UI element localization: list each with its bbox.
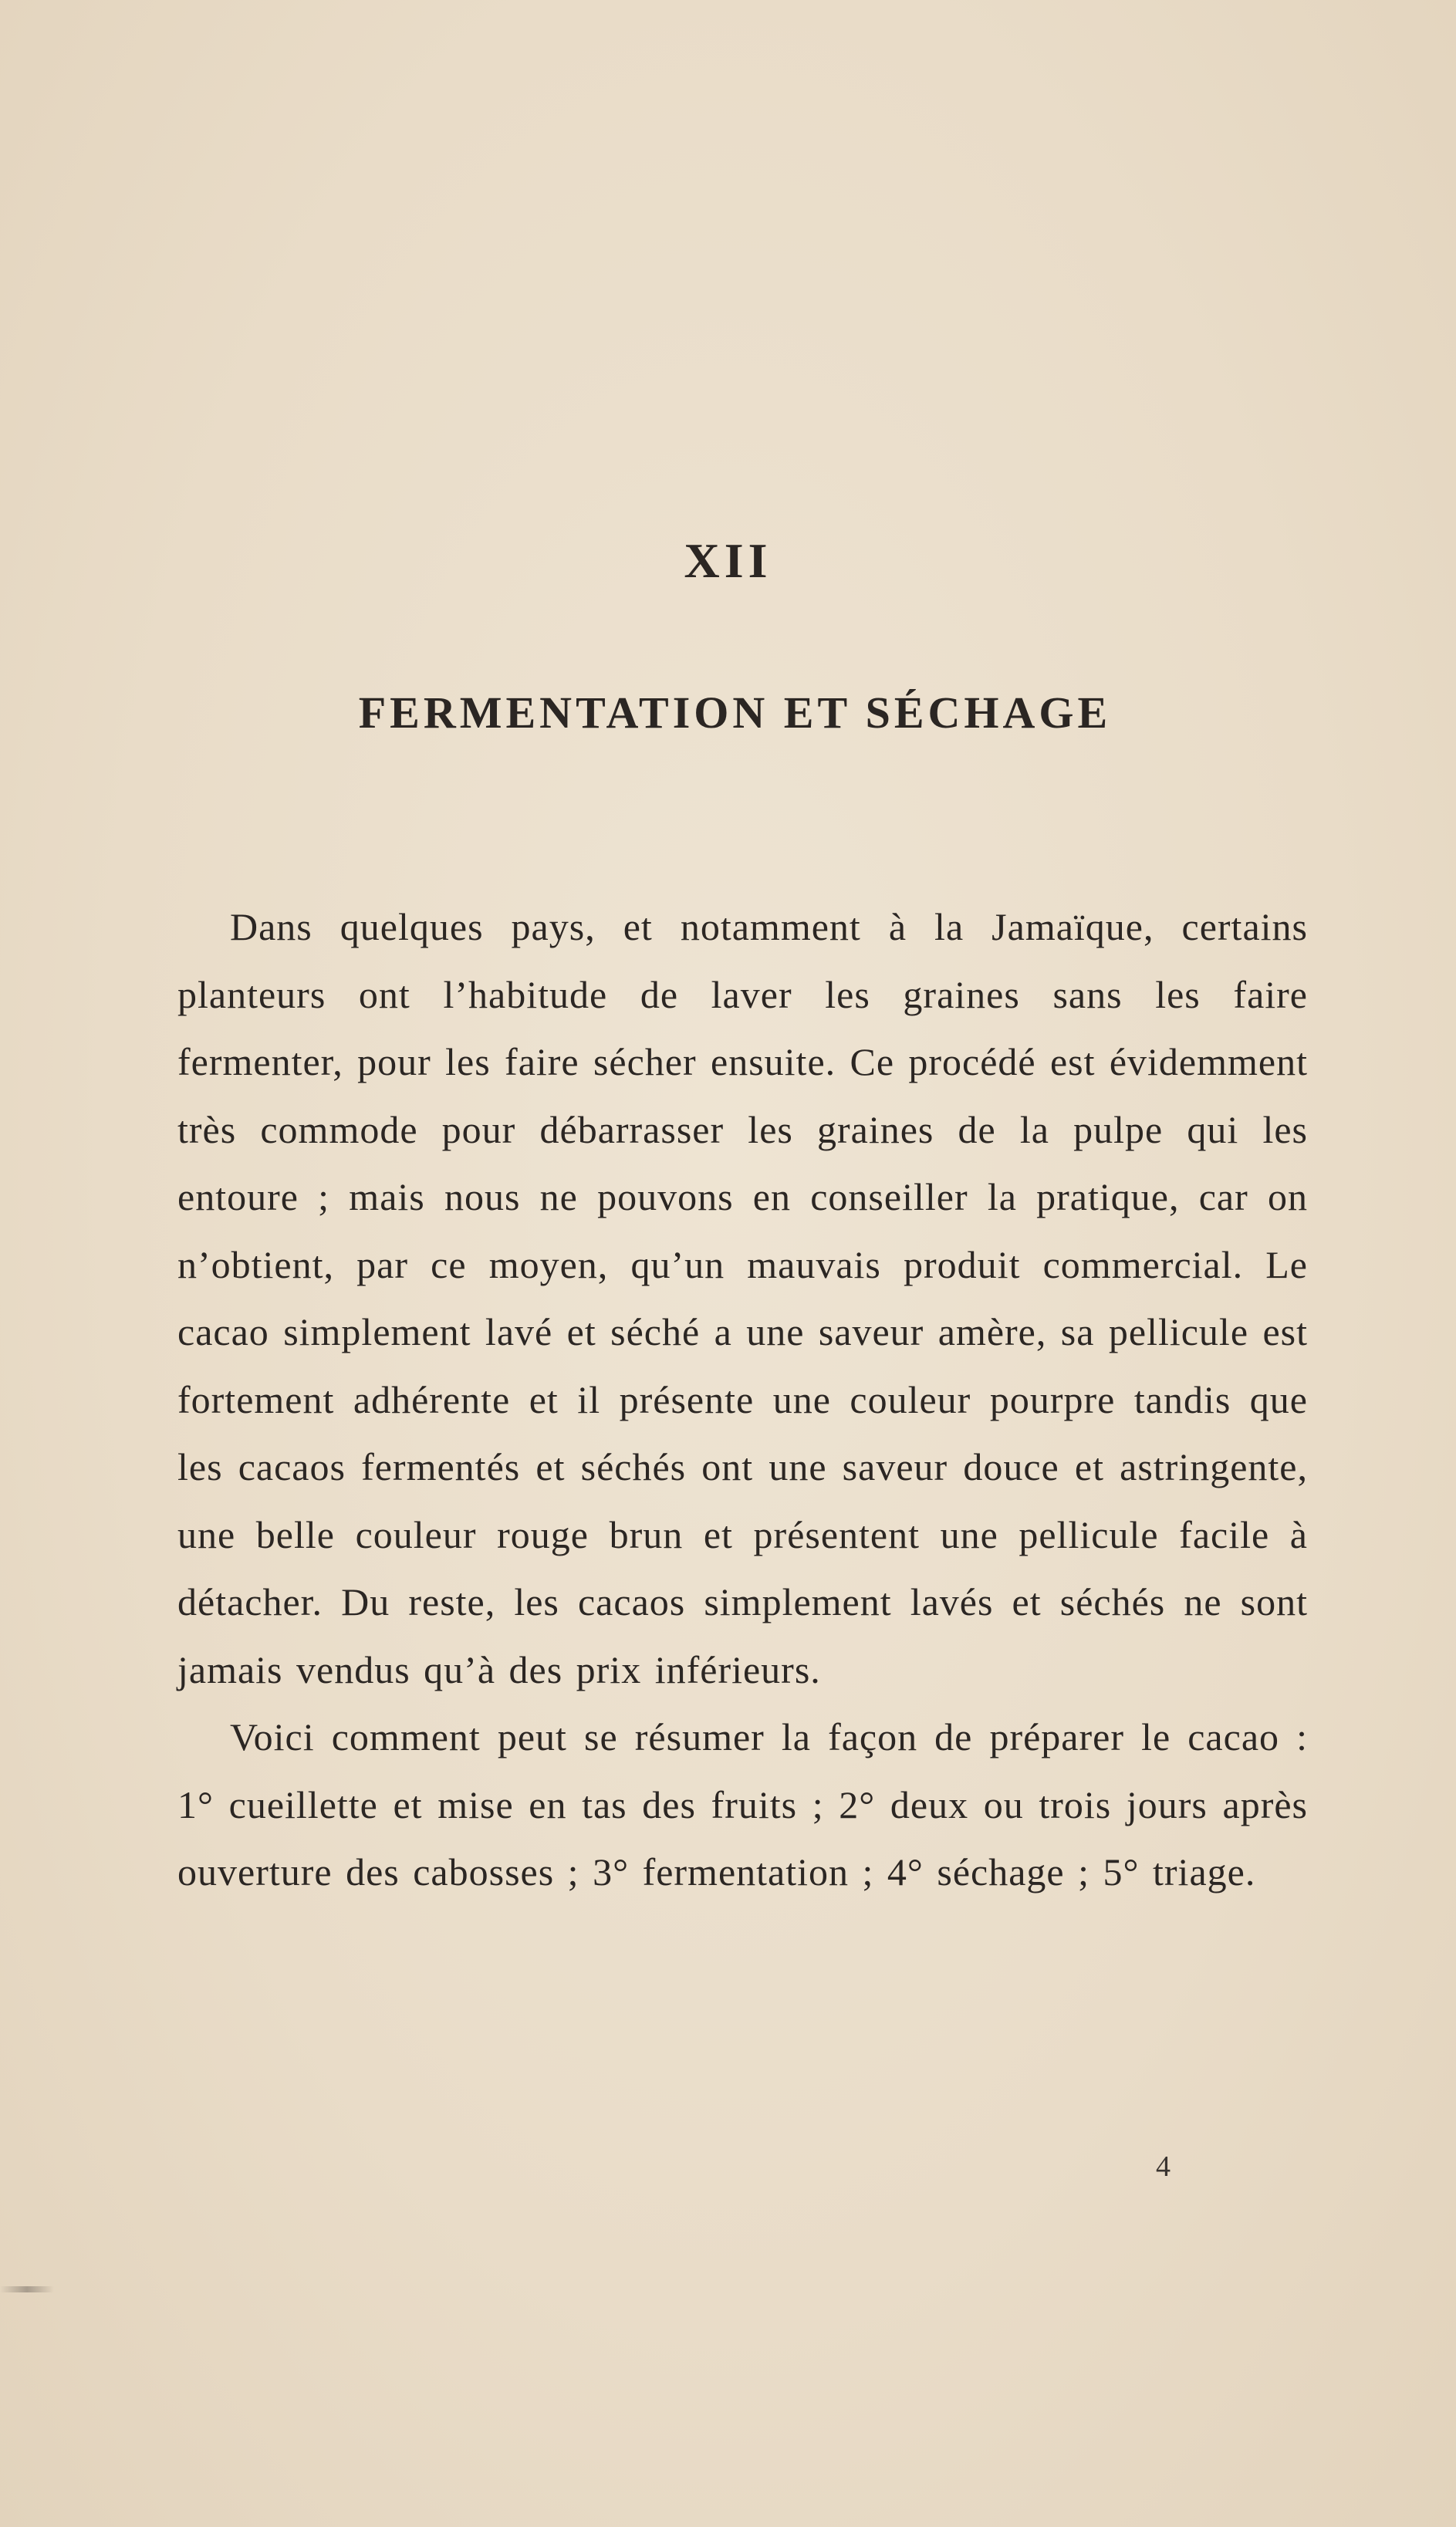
page-edge-mark xyxy=(0,2286,54,2292)
chapter-number: XII xyxy=(684,533,772,588)
paragraph: Dans quelques pays, et notamment à la Jamaïque, certains planteurs ont l’habitude de laver les graines sans les faire fermenter, pour les faire sécher ensuite. Ce procédé est évidemment très commode pour débarrasser les graines de la pulpe qui les entoure ; mais nous ne pouvons en conseiller la pratique, car on n’obtient, par ce moyen, qu’un mauvais produit commercial. Le cacao simplement lavé et séché a une saveur amère, sa pellicule est fortement adhérente et il présente une couleur pourpre tandis que les cacaos fermentés et séchés ont une saveur douce et astringente, une belle couleur rouge brun et présentent une pellicule facile à détacher. Du reste, les cacaos simplement lavés et séchés ne sont jamais vendus qu’à des prix inférieurs. xyxy=(177,905,1308,1691)
body-text xyxy=(177,894,1308,1907)
paragraph: Voici comment peut se résumer la façon de préparer le cacao : 1° cueillette et mise en tas des fruits ; 2° deux ou trois jours après ouverture des cabosses ; 3° fermentation ; 4° séchage ; 5° triage. xyxy=(177,1715,1308,1894)
chapter-title: FERMENTATION ET SÉCHAGE xyxy=(358,687,1112,738)
page-number: 4 xyxy=(1156,2150,1171,2183)
